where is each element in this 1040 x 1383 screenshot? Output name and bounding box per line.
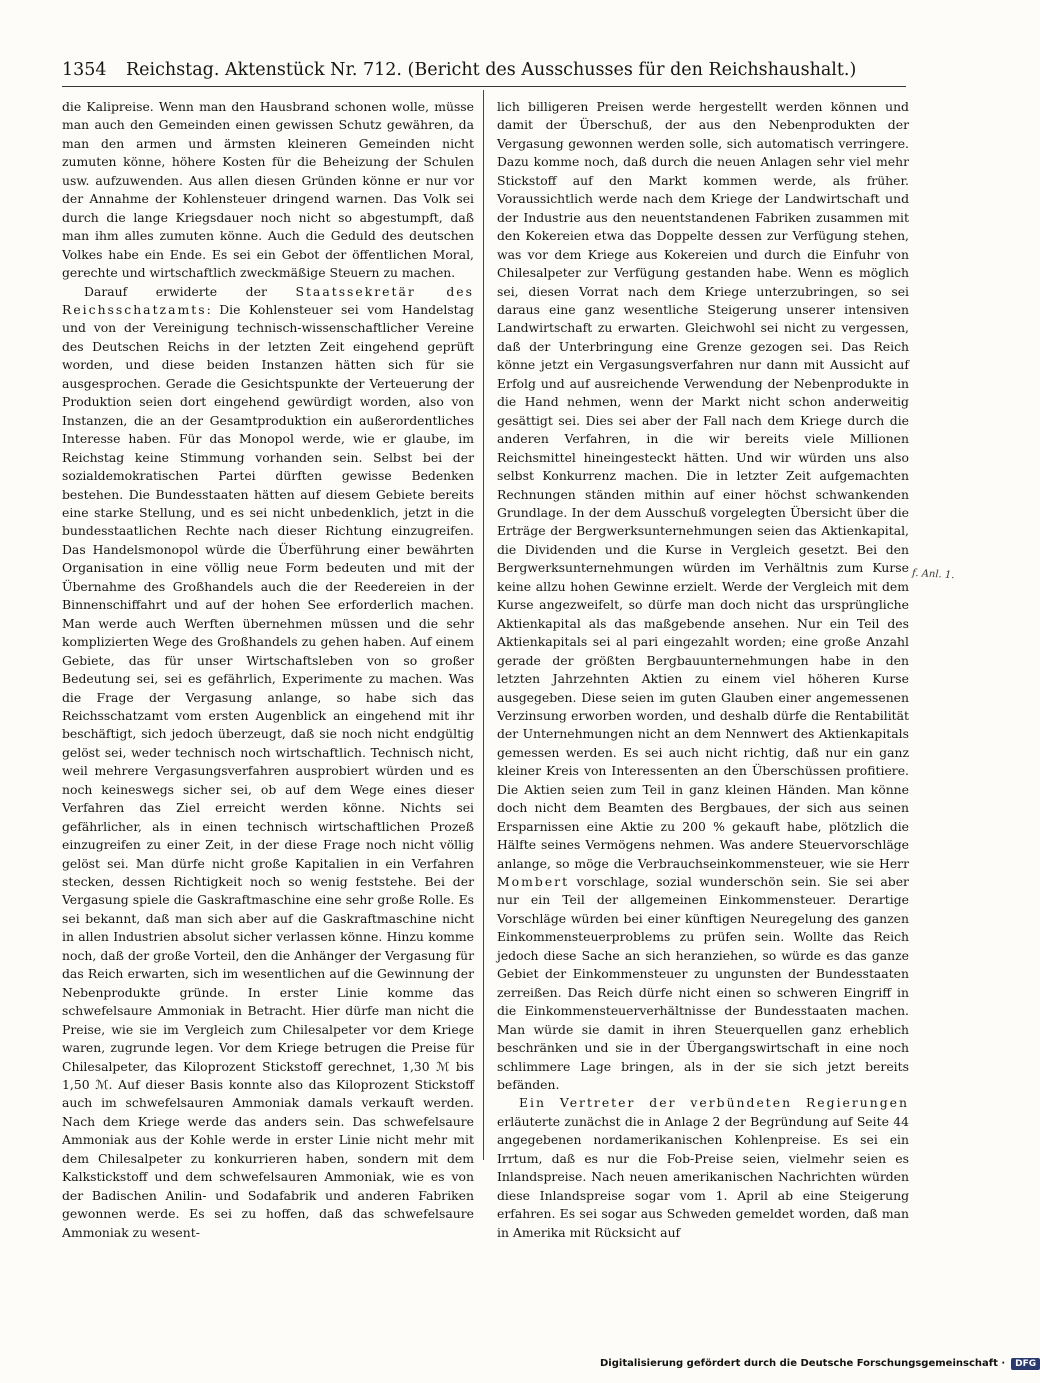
running-title: Reichstag. Aktenstück Nr. 712. (Bericht des Ausschusses für den Reichshaushalt.): [126, 60, 857, 80]
margin-note: f. Anl. 1.: [911, 567, 955, 582]
header-rule: [62, 86, 906, 87]
dfg-logo: DFG: [1011, 1358, 1040, 1370]
footer: [600, 1358, 1040, 1378]
column-divider: [483, 90, 484, 1160]
right-column: [497, 98, 909, 1242]
paragraph-body: : Die Kohlensteuer sei vom Handelstag und von der Vereinigung technisch-wissenschaftlicher Vereine des Deutschen Reichs in der letzten Zeit eingehend geprüft worden, und diese beiden Instanzen hätten sich für sie ausgesprochen. Gerade die Gesichtspunkte der Verteuerung der Produktion seien dort eingehend gewürdigt worden, also von Instanzen, die an der Gesamtproduktion ein außerordentliches Interesse haben. Für das Monopol werde, wie er glaube, im Reichstag keine Stimmung vorhanden sein. Selbst bei der sozialdemokratischen Partei dürften gewisse Bedenken bestehen. Die Bundesstaaten hätten auf diesem Gebiete bereits eine starke Stellung, und es sei nicht unbedenklich, jetzt in die bundesstaatlichen Rechte nach dieser Richtung einzugreifen. Das Handelsmonopol würde die Überführung einer bewährten Organisation in eine völlig neue Form bedeuten und mit der Übernahme des Großhandels auch die der Reedereien in der Binnenschiffahrt und auf der hohen See erforderlich machen. Man werde auch Werften übernehmen müssen und die sehr komplizierten Wege des Großhandels zu gehen haben. Auf einem Gebiete, das für unser Wirtschaftsleben von so großer Bedeutung sei, sei es gefährlich, Experimente zu machen. Was die Frage der Vergasung anlange, so habe sich das Reichsschatzamt vom ersten Augenblick an eingehend mit ihr beschäftigt, sich jedoch überzeugt, daß sie noch nicht endgültig gelöst sei, weder technisch noch wirtschaftlich. Technisch nicht, weil mehrere Vergasungsverfahren ausprobiert würden und es noch keineswegs sicher sei, ob auf dem Wege eines dieser Verfahren das Ziel erreicht werden könne. Nichts sei gefährlicher, als in einen technisch wirtschaftlichen Prozeß einzugreifen zu einer Zeit, in der diese Frage noch nicht völlig gelöst sei. Man dürfe nicht große Kapitalien in ein Verfahren stecken, dessen Richtigkeit noch so wenig feststehe. Bei der Vergasung spiele die Gaskraftmaschine eine sehr große Rolle. Es sei bekannt, daß man sich aber auf die Gaskraftmaschine nicht in allen Industrien absolut sicher verlassen könne. Hinzu komme noch, daß der große Vorteil, den die Anhänger der Vergasung für das Reich erwarten, sich im wesentlichen auf die Gewinnung der Nebenprodukte gründe. In erster Linie komme das schwefelsaure Ammoniak in Betracht. Hier dürfe man nicht die Preise, wie sie im Vergleich zum Chilesalpeter vor dem Kriege waren, zugrunde legen. Vor dem Kriege betrugen die Preise für Chilesalpeter, das Kiloprozent Stickstoff gerechnet, 1,30 ℳ bis 1,50 ℳ. Auf dieser Basis konnte also das Kiloprozent Stickstoff auch im schwefelsauren Ammoniak damals verkauft werden. Nach dem Kriege werde das anders sein. Das schwefelsaure Ammoniak aus der Kohle werde in erster Linie nicht mehr mit dem Chilesalpeter zu konkurrieren haben, sondern mit dem Kalkstickstoff und dem schwefelsauren Ammoniak, wie es von der Badischen Anilin- und Sodafabrik und anderen Fabriken gewonnen werde. Es sei zu hoffen, daß das schwefelsaure Ammoniak zu wesent-: [62, 301, 474, 1240]
paragraph-body: vorschlage, sozial wunderschön sein. Sie sei aber nur ein Teil der allgemeinen Einkommensteuer. Derartige Vorschläge würden bei einer künftigen Neuregelung des ganzen Einkommensteuerproblems zu prüfen sein. Wollte das Reich jedoch diese Sache an sich heranziehen, so würde es das ganze Gebiet der Einkommensteuer zu ungunsten der Bundesstaaten zerreißen. Das Reich dürfe nicht einen so schweren Eingriff in die Einkommensteuerverhältnisse der Bundesstaaten machen. Man würde sie damit in ihren Steuerquellen ganz erheblich beschränken und sie in der Übergangswirtschaft in eine noch schlimmere Lage bringen, als in der sie sich jetzt bereits befänden.: [497, 874, 909, 1093]
paragraph: [497, 1094, 909, 1242]
person-name: Mombert: [497, 874, 570, 890]
page-header: [62, 58, 898, 84]
paragraph: [62, 283, 474, 1243]
paragraph-body: lich billigeren Preisen werde hergestellt werden können und damit der Überschuß, der aus den Nebenprodukten der Vergasung gewonnen werden solle, sich automatisch verringere. Dazu komme noch, daß durch die neuen Anlagen sehr viel mehr Stickstoff auf den Markt kommen werde, als früher. Voraussichtlich werde nach dem Kriege der Landwirtschaft und der Industrie aus den neuentstandenen Fabriken zusammen mit den Kokereien etwa das Doppelte dessen zur Verfügung stehen, was vor dem Kriege aus Kokereien und durch die Einfuhr von Chilesalpeter zur Verfügung gestanden habe. Wenn es möglich sei, diesen Vorrat nach dem Kriege unterzubringen, so sei daraus eine ganz wesentliche Steigerung unserer intensiven Landwirtschaft zu erwarten. Gleichwohl sei nicht zu vergessen, daß der Unterbringung eine Grenze gezogen sei. Das Reich könne jetzt ein Vergasungsverfahren nur dann mit Aussicht auf Erfolg und auf ausreichende Verwendung der Nebenprodukte in die Hand nehmen, wenn der Markt nicht schon anderweitig gesättigt sei. Dies sei aber der Fall nach dem Kriege durch die anderen Verfahren, in die wir bereits viele Millionen Reichsmittel hineingesteckt hätten. Und wir würden uns also selbst Konkurrenz machen. Die in letzter Zeit aufgemachten Rechnungen ständen mithin auf einer höchst schwankenden Grundlage. In der dem Ausschuß vorgelegten Übersicht über die Erträge der Bergwerksunternehmungen seien das Aktienkapital, die Dividenden und die Kurse in Vergleich gesetzt. Bei den Bergwerksunternehmungen würden im Verhältnis zum Kurse keine allzu hohen Gewinne erzielt. Werde der Vergleich mit dem Kurse angezweifelt, so dürfe man doch nicht das ursprüngliche Aktienkapital als das maßgebende ansehen. Nur ein Teil des Aktienkapitals sei al pari eingezahlt worden; eine große Anzahl gerade der größten Bergbauunternehmungen habe in den letzten Jahrzehnten Aktien zu einem viel höheren Kurse ausgegeben. Diese seien im guten Glauben einer angemessenen Verzinsung erworben worden, und deshalb dürfe die Rentabilität der Unternehmungen nicht an dem Nennwert des Aktienkapitals gemessen werden. Es sei auch nicht richtig, daß nur ein ganz kleiner Kreis von Interessenten an den Überschüssen profitiere. Die Aktien seien zum Teil in ganz kleinen Händen. Man könne doch nicht dem Beamten des Bergbaues, der sich aus seinen Ersparnissen eine Aktie zu 200 % gekauft habe, plötzlich die Hälfte seines Vermögens nehmen. Was andere Steuervorschläge anlange, so möge die Verbrauchseinkommensteuer, wie sie Herr: [497, 99, 909, 871]
paragraph: [497, 98, 909, 1094]
footer-credit: Digitalisierung gefördert durch die Deutsche Forschungsgemeinschaft ·: [600, 1358, 1006, 1369]
speaker-name: Staatssekretär des Reichsschatzamts: [62, 283, 474, 317]
left-column: [62, 98, 474, 1242]
page-number: 1354: [62, 60, 107, 80]
paragraph-body: erläuterte zunächst die in Anlage 2 der Begründung auf Seite 44 angegebenen nordamerikanischen Kohlenpreise. Es sei ein Irrtum, daß es nur die Fob-Preise seien, vielmehr seien es Inlandspreise. Nach neuen amerikanischen Nachrichten würden diese Inlandspreise sogar vom 1. April ab eine Steigerung erfahren. Es sei sogar aus Schweden gemeldet worden, daß man in Amerika mit Rücksicht auf: [497, 1113, 909, 1240]
lead-text: Darauf erwiderte der: [84, 283, 267, 299]
paragraph: die Kalipreise. Wenn man den Hausbrand schonen wolle, müsse man auch den Gemeinden einen gewissen Schutz gewähren, da man den armen und ärmsten kleineren Gemeinden nicht zumuten könne, höhere Kosten für die Beheizung der Schulen usw. aufzuwenden. Aus allen diesen Gründen könne er nur vor der Annahme der Kohlensteuer dringend warnen. Das Volk sei durch die lange Kriegsdauer noch nicht so abgestumpft, daß man ihm alles zumuten könne. Auch die Geduld des deutschen Volkes habe ein Ende. Es sei ein Gebot der öffentlichen Moral, gerechte und wirtschaftlich zweckmäßige Steuern zu machen.: [62, 99, 474, 281]
speaker-name: Ein Vertreter der verbündeten Regierungen: [519, 1095, 909, 1111]
